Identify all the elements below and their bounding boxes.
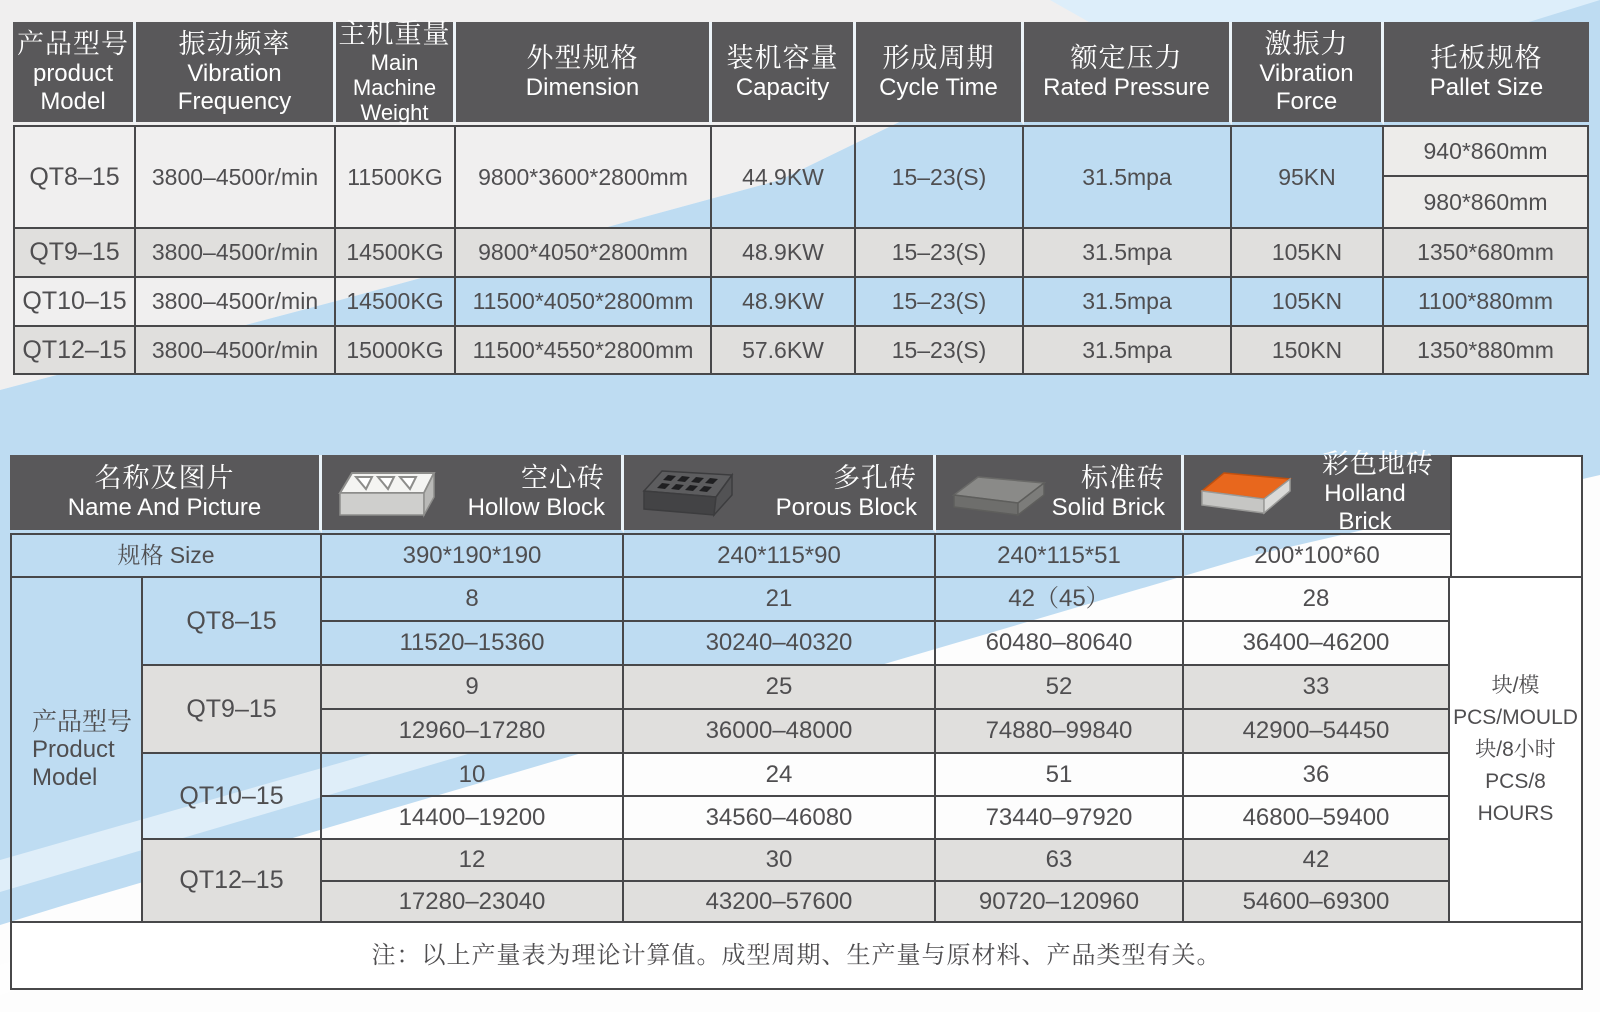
t2-qt8-hollow-mould: 8 (322, 578, 624, 622)
t2-units-header-cell (1450, 455, 1583, 578)
t1-qt8-frequency: 3800–4500r/min (136, 125, 336, 229)
t2-size-porous: 240*115*90 (624, 533, 936, 578)
t1-qt12-dimension: 11500*4550*2800mm (456, 327, 712, 375)
t1-qt8-model: QT8–15 (13, 125, 136, 229)
t1-qt8-pallet-2: 980*860mm (1384, 177, 1589, 229)
t2-unit-line: 块/模 (1491, 673, 1540, 697)
t2-qt10-porous-mould: 24 (624, 754, 936, 797)
t1-header-model (13, 22, 136, 125)
t1-qt9-dimension: 9800*4050*2800mm (456, 229, 712, 278)
t2-qt10-porous-8h: 34560–46080 (624, 797, 936, 840)
t2-unit-line: PCS/8 (1485, 769, 1546, 793)
t1-qt9-force: 105KN (1232, 229, 1384, 278)
t1-qt12-frequency: 3800–4500r/min (136, 327, 336, 375)
t2-units-cell (1450, 578, 1583, 923)
t2-unit-line: PCS/MOULD (1453, 705, 1578, 729)
t2-qt9-hollow-mould: 9 (322, 666, 624, 710)
t2-qt10-hollow-8h: 14400–19200 (322, 797, 624, 840)
t1-header-cycle: 形成周期 Cycle Time (856, 22, 1024, 125)
capacity-table (10, 449, 1583, 990)
t2-qt12-porous-mould: 30 (624, 840, 936, 882)
t2-qt12-solid-mould: 63 (936, 840, 1184, 882)
t2-model-header: 产品型号 Product Model (10, 578, 143, 923)
solid-brick-icon (952, 467, 1048, 519)
t2-qt9-solid-mould: 52 (936, 666, 1184, 710)
t1-qt8-force: 95KN (1232, 125, 1384, 229)
t2-qt12-hollow-mould: 12 (322, 840, 624, 882)
t2-header-name: 名称及图片 Name And Picture (10, 455, 322, 533)
t1-qt12-capacity: 57.6KW (712, 327, 856, 375)
t2-header-holland-brick: 彩色地砖 Holland Brick (1184, 455, 1450, 533)
t1-qt10-weight: 14500KG (336, 278, 456, 327)
t2-qt12-hollow-8h: 17280–23040 (322, 882, 624, 923)
t2-size-holland: 200*100*60 (1184, 533, 1450, 578)
t2-qt9-model: QT9–15 (143, 666, 322, 754)
t1-header-model-zh: 产品型号 (17, 28, 129, 59)
t2-qt8-model: QT8–15 (143, 578, 322, 666)
t1-header-model-en: product Model (32, 59, 114, 115)
t1-header-dimension: 外型规格 Dimension (456, 22, 712, 125)
t1-qt10-cycle: 15–23(S) (856, 278, 1024, 327)
t2-qt12-solid-8h: 90720–120960 (936, 882, 1184, 923)
t1-qt12-weight: 15000KG (336, 327, 456, 375)
t2-qt10-holland-8h: 46800–59400 (1184, 797, 1450, 840)
t2-header-solid-brick: 标准砖 Solid Brick (936, 455, 1184, 533)
t2-qt9-solid-8h: 74880–99840 (936, 710, 1184, 754)
t1-header-capacity: 装机容量 Capacity (712, 22, 856, 125)
t2-qt10-holland-mould: 36 (1184, 754, 1450, 797)
t2-qt12-holland-8h: 54600–69300 (1184, 882, 1450, 923)
t1-qt8-pressure: 31.5mpa (1024, 125, 1232, 229)
t2-qt12-model: QT12–15 (143, 840, 322, 923)
t1-qt12-pressure: 31.5mpa (1024, 327, 1232, 375)
t1-qt10-capacity: 48.9KW (712, 278, 856, 327)
t1-qt12-pallet: 1350*880mm (1384, 327, 1589, 375)
t2-qt12-porous-8h: 43200–57600 (624, 882, 936, 923)
t1-header-frequency: 振动频率 Vibration Frequency (136, 22, 336, 125)
t1-qt9-model: QT9–15 (13, 229, 136, 278)
t2-header-porous-block: 多孔砖 Porous Block (624, 455, 936, 533)
t1-qt10-frequency: 3800–4500r/min (136, 278, 336, 327)
t1-qt8-cycle: 15–23(S) (856, 125, 1024, 229)
t2-note: 注：以上产量表为理论计算值。成型周期、生产量与原材料、产品类型有关。 (10, 923, 1583, 990)
t2-qt10-solid-8h: 73440–97920 (936, 797, 1184, 840)
t2-qt10-solid-mould: 51 (936, 754, 1184, 797)
t2-size-hollow: 390*190*190 (322, 533, 624, 578)
t1-qt9-frequency: 3800–4500r/min (136, 229, 336, 278)
t1-qt10-dimension: 11500*4050*2800mm (456, 278, 712, 327)
t1-header-pressure: 额定压力 Rated Pressure (1024, 22, 1232, 125)
hollow-block-icon (338, 465, 438, 521)
t1-qt8-pallet-1: 940*860mm (1384, 125, 1589, 177)
t1-header-pallet: 托板规格 Pallet Size (1384, 22, 1589, 125)
porous-block-icon (640, 465, 740, 521)
t2-unit-line: HOURS (1477, 801, 1554, 825)
holland-brick-icon (1200, 467, 1296, 519)
t2-qt9-porous-8h: 36000–48000 (624, 710, 936, 754)
t2-qt10-hollow-mould: 10 (322, 754, 624, 797)
t1-qt10-force: 105KN (1232, 278, 1384, 327)
t2-qt12-holland-mould: 42 (1184, 840, 1450, 882)
t1-qt9-cycle: 15–23(S) (856, 229, 1024, 278)
t1-qt12-force: 150KN (1232, 327, 1384, 375)
t1-qt10-pressure: 31.5mpa (1024, 278, 1232, 327)
t1-header-force: 激振力 Vibration Force (1232, 22, 1384, 125)
t2-qt8-holland-8h: 36400–46200 (1184, 622, 1450, 666)
t2-qt8-holland-mould: 28 (1184, 578, 1450, 622)
t2-header-hollow-block: 空心砖 Hollow Block (322, 455, 624, 533)
t2-qt10-model: QT10–15 (143, 754, 322, 840)
t1-qt8-weight: 11500KG (336, 125, 456, 229)
t1-qt12-model: QT12–15 (13, 327, 136, 375)
t1-qt9-capacity: 48.9KW (712, 229, 856, 278)
t1-qt10-pallet: 1100*880mm (1384, 278, 1589, 327)
t1-qt9-weight: 14500KG (336, 229, 456, 278)
t2-qt8-solid-8h: 60480–80640 (936, 622, 1184, 666)
t2-qt8-solid-mould: 42（45） (936, 578, 1184, 622)
t2-qt9-porous-mould: 25 (624, 666, 936, 710)
t2-qt8-porous-mould: 21 (624, 578, 936, 622)
t2-qt8-porous-8h: 30240–40320 (624, 622, 936, 666)
t1-qt8-dimension: 9800*3600*2800mm (456, 125, 712, 229)
t1-qt10-model: QT10–15 (13, 278, 136, 327)
t1-qt9-pallet: 1350*680mm (1384, 229, 1589, 278)
t2-size-label: 规格 Size (10, 533, 322, 578)
t1-qt12-cycle: 15–23(S) (856, 327, 1024, 375)
t1-header-weight: 主机重量 Main Machine Weight (336, 22, 456, 125)
t1-qt9-pressure: 31.5mpa (1024, 229, 1232, 278)
t2-qt9-hollow-8h: 12960–17280 (322, 710, 624, 754)
t2-qt9-holland-8h: 42900–54450 (1184, 710, 1450, 754)
spec-table (13, 18, 1589, 375)
t2-qt8-hollow-8h: 11520–15360 (322, 622, 624, 666)
t1-qt8-capacity: 44.9KW (712, 125, 856, 229)
t2-unit-line: 块/8小时 (1475, 737, 1556, 761)
t2-size-solid: 240*115*51 (936, 533, 1184, 578)
t2-qt9-holland-mould: 33 (1184, 666, 1450, 710)
